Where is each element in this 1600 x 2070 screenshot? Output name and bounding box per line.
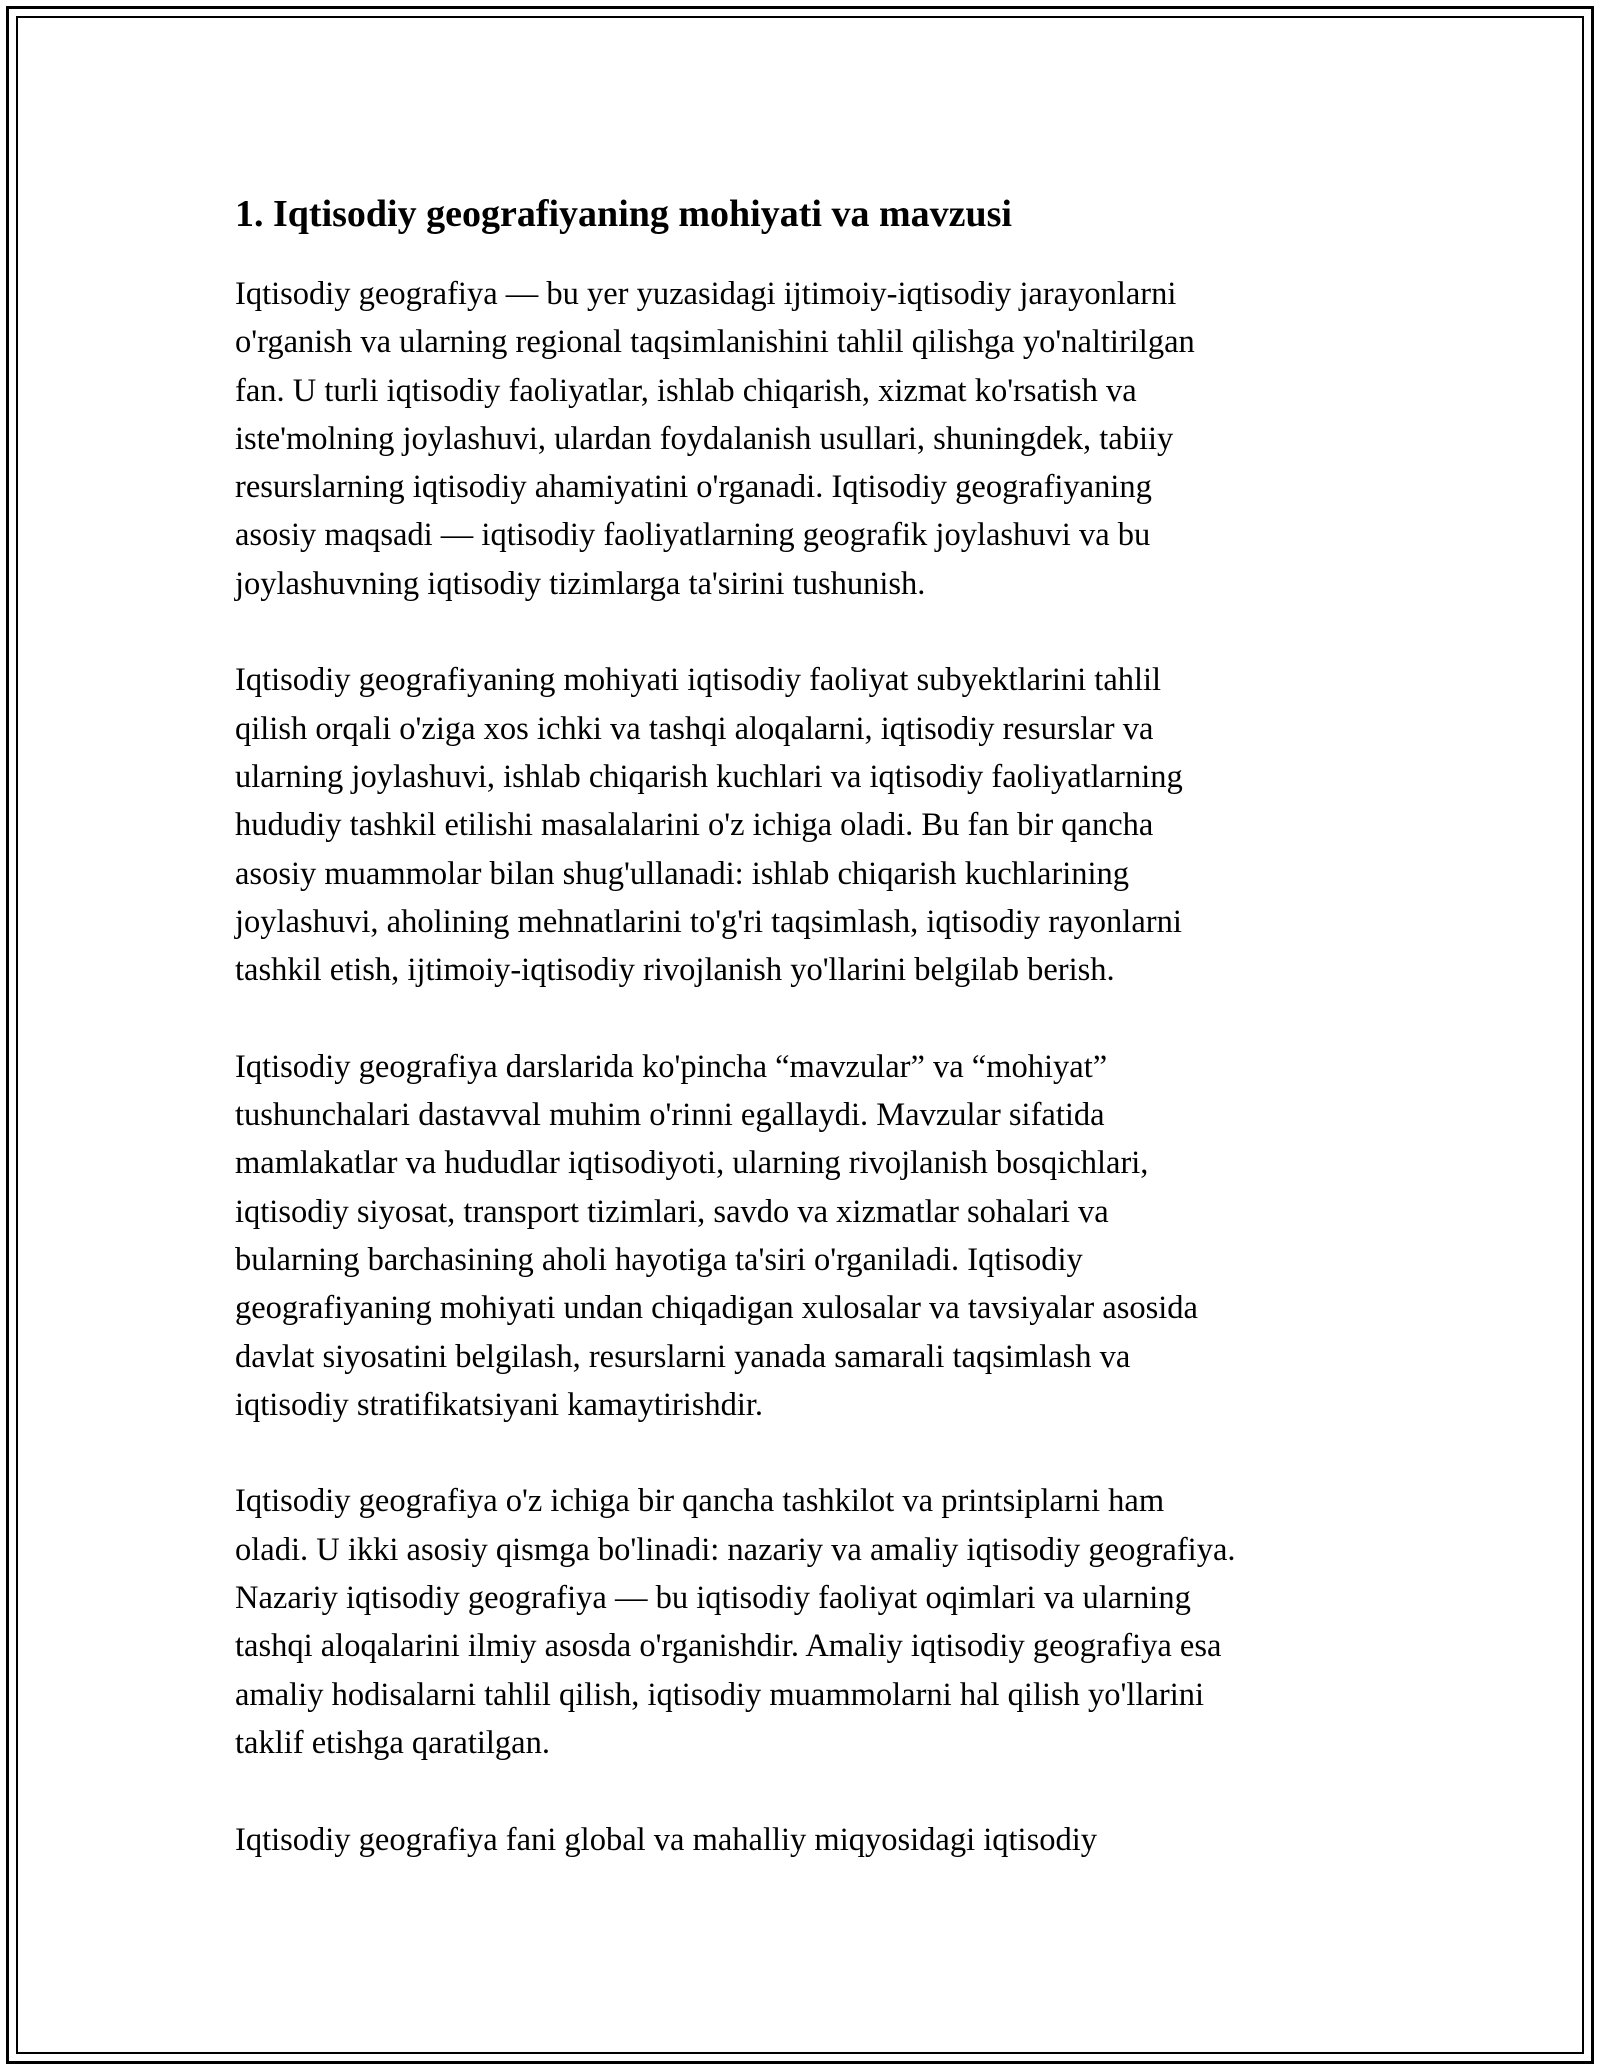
paragraph-5: Iqtisodiy geografiya fani global va mahalliy miqyosidagi iqtisodiy (235, 1821, 1097, 1858)
paragraph-3: Iqtisodiy geografiya darslarida ko'pincha “mavzular” va “mohiyat” tushunchalari dastavval muhim o'rinni egallaydi. Mavzular sifatida mamlakatlar va hududlar iqtisodiyoti, ularning rivojlanish bosqichlari, iqtisodiy siyosat, transport tizimlari, savdo va xizmatlar sohalari va bularning barchasining aholi hayotiga ta'siri o'rganiladi. Iqtisodiy geografiyaning mohiyati undan chiqadigan xulosalar va tavsiyalar asosida davlat siyosatini belgilash, resurslarni yanada samarali taqsimlash va iqtisodiy stratifikatsiyani kamaytirishdir. (235, 1048, 1198, 1423)
section-heading: 1. Iqtisodiy geografiyaning mohiyati va mavzusi (235, 193, 1012, 235)
paragraph-2: Iqtisodiy geografiyaning mohiyati iqtisodiy faoliyat subyektlarini tahlil qilish orqali o'ziga xos ichki va tashqi aloqalarni, iqtisodiy resurslar va ularning joylashuvi, ishlab chiqarish kuchlari va iqtisodiy faoliyatlarning hududiy tashkil etilishi masalalarini o'z ichiga oladi. Bu fan bir qancha asosiy muammolar bilan shug'ullanadi: ishlab chiqarish kuchlarining joylashuvi, aholining mehnatlarini to'g'ri taqsimlash, iqtisodiy rayonlarni tashkil etish, ijtimoiy-iqtisodiy rivojlanish yo'llarini belgilab berish. (235, 662, 1183, 989)
paragraph-4: Iqtisodiy geografiya o'z ichiga bir qancha tashkilot va printsiplarni ham oladi. U ikki asosiy qismga bo'linadi: nazariy va amaliy iqtisodiy geografiya. Nazariy iqtisodiy geografiya — bu iqtisodiy faoliyat oqimlari va ularning tashqi aloqalarini ilmiy asosda o'rganishdir. Amaliy iqtisodiy geografiya esa amaliy hodisalarni tahlil qilish, iqtisodiy muammolarni hal qilish yo'llarini taklif etishga qaratilgan. (235, 1483, 1236, 1761)
paragraph-1: Iqtisodiy geografiya — bu yer yuzasidagi ijtimoiy-iqtisodiy jarayonlarni o'rganish va ularning regional taqsimlanishini tahlil qilishga yo'naltirilgan fan. U turli iqtisodiy faoliyatlar, ishlab chiqarish, xizmat ko'rsatish va iste'molning joylashuvi, ulardan foydalanish usullari, shuningdek, tabiiy resurslarning iqtisodiy ahamiyatini o'rganadi. Iqtisodiy geografiyaning asosiy maqsadi — iqtisodiy faoliyatlarning geografik joylashuvi va bu joylashuvning iqtisodiy tizimlarga ta'sirini tushunish. (235, 276, 1195, 602)
document-body (235, 185, 1385, 1912)
